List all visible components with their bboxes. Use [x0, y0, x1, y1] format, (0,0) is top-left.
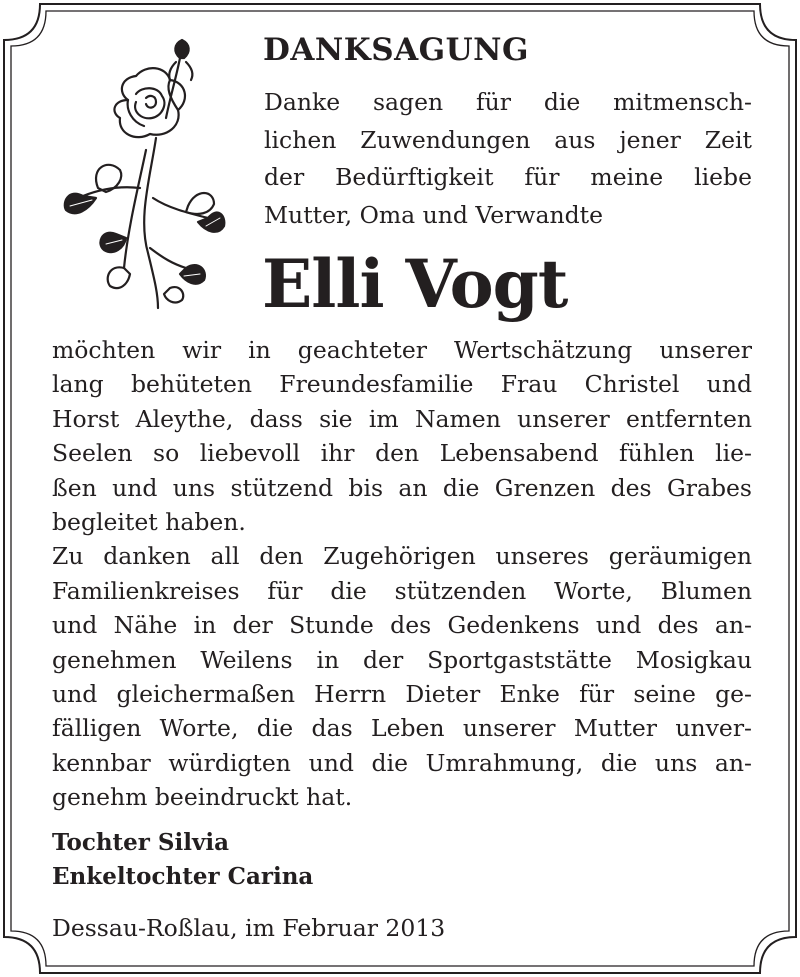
body-line: Familienkreises für die stützenden Worte, Blumen [52, 576, 752, 605]
body-line: fälligen Worte, die das Leben unserer Mutter unver- [52, 714, 752, 743]
place-date: Dessau-Roßlau, im Februar 2013 [52, 914, 446, 942]
intro-line: der Bedürftigkeit für meine liebe [264, 163, 752, 191]
body-line: begleitet haben. [52, 508, 246, 537]
body-line: genehm beeindruckt hat. [52, 783, 353, 812]
intro-line: Danke sagen für die mitmensch- [264, 88, 752, 116]
deceased-name: Elli Vogt [262, 245, 568, 323]
intro-text [264, 84, 752, 234]
body-line: Horst Aleythe, dass sie im Namen unserer entfernten [52, 404, 752, 433]
body-text [52, 333, 752, 815]
body-line: und gleichermaßen Herrn Dieter Enke für seine ge- [52, 680, 752, 709]
body-line: und Nähe in der Stunde des Gedenkens und des an- [52, 611, 752, 640]
body-line: Zu danken all den Zugehörigen unseres geräumigen [52, 542, 752, 571]
intro-line: Mutter, Oma und Verwandte [264, 200, 604, 229]
signatory: Enkeltochter Carina [52, 863, 314, 890]
body-line: kennbar würdigten und die Umrahmung, die uns an- [52, 748, 752, 777]
body-line: genehmen Weilens in der Sportgaststätte Mosigkau [52, 645, 752, 674]
body-line: möchten wir in geachteter Wertschätzung unserer [52, 336, 752, 364]
heading: DANKSAGUNG [263, 32, 529, 68]
signatories [52, 826, 313, 894]
body-line: ßen und uns stützend bis an die Grenzen des Grabes [52, 473, 752, 502]
intro-line: lichen Zuwendungen aus jener Zeit [264, 125, 752, 154]
body-line: Seelen so liebevoll ihr den Lebensabend fühlen lie- [52, 439, 752, 468]
rose-icon [58, 38, 228, 310]
signatory: Tochter Silvia [52, 829, 230, 856]
body-line: lang behüteten Freundesfamilie Frau Christel und [52, 370, 752, 399]
